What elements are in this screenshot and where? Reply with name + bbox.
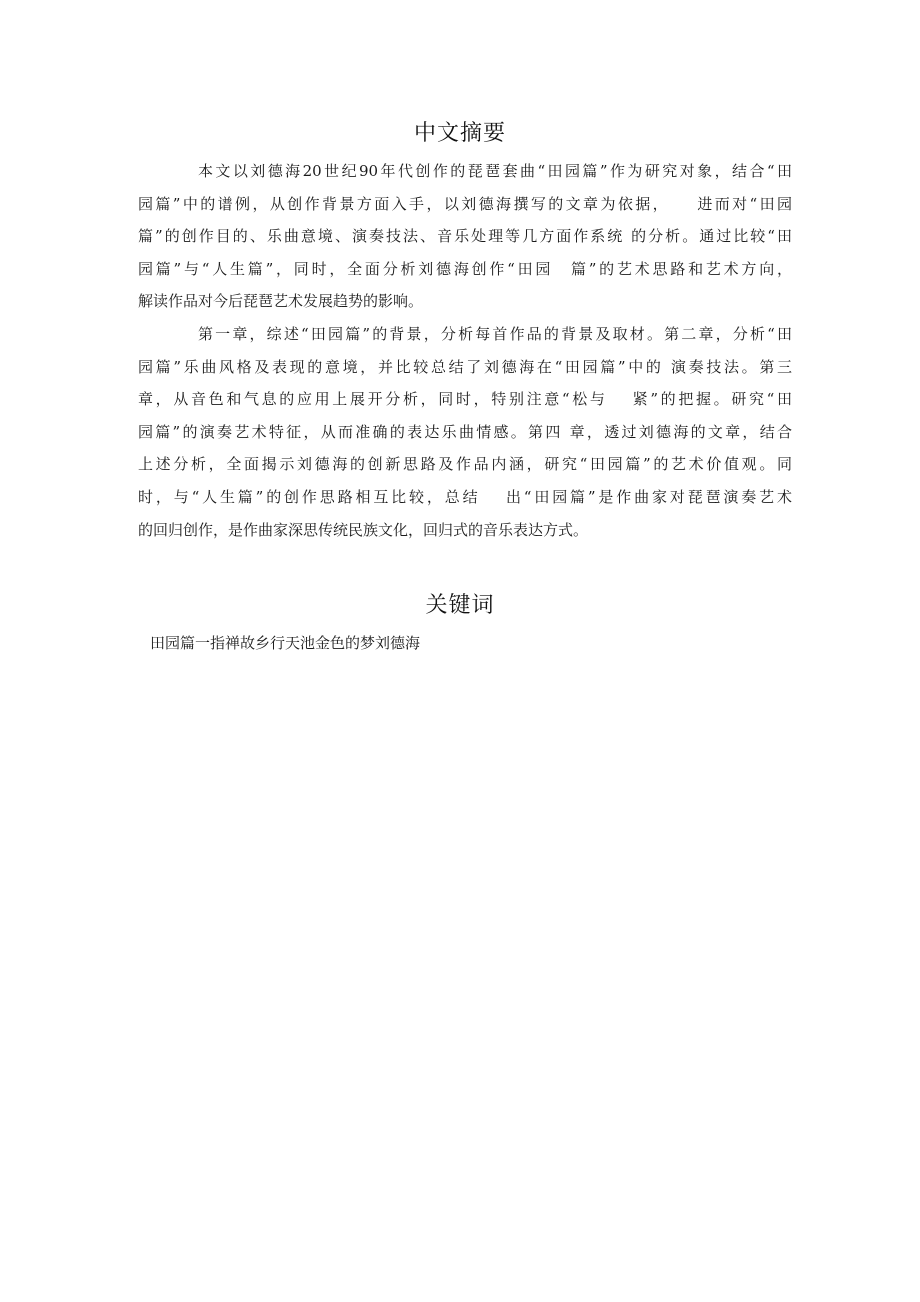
abstract-title: 中文摘要 (413, 121, 506, 146)
abstract-p2-line-1: 第一章，综述“田园篇”的背景，分析每首作品的背景及取材。第二章，分析“田 (198, 325, 792, 343)
abstract-p2-line-3: 章，从音色和气息的应用上展开分析，同时，特别注意“松与 紧”的把握。研究“田 (138, 390, 792, 409)
abstract-p1-line-4: 园篇”与“人生篇”，同时，全面分析刘德海创作“田园 篇”的艺术思路和艺术方向， (138, 259, 792, 278)
abstract-p1-line-3: 篇”的创作目的、乐曲意境、演奏技法、音乐处理等几方面作系统 的分析。通过比较“田 (138, 227, 792, 246)
abstract-p2-line-6: 时，与“人生篇”的创作思路相互比较，总结 出“田园篇”是作曲家对琵琶演奏艺术 (138, 487, 792, 506)
abstract-p1-line-5: 解读作品对今后琵琶艺术发展趋势的影响。 (138, 292, 424, 311)
abstract-paragraph-1 (138, 155, 792, 318)
abstract-paragraph-2 (138, 318, 792, 546)
abstract-p2-line-2: 园篇”乐曲风格及表现的意境，并比较总结了刘德海在“田园篇”中的 演奏技法。第三 (138, 357, 792, 376)
abstract-p2-line-7: 的回归创作，是作曲家深思传统民族文化，回归式的音乐表达方式。 (138, 520, 589, 539)
abstract-p1-line-1: 本文以刘德海20世纪90年代创作的琵琶套曲“田园篇”作为研究对象，结合“田 (198, 162, 792, 180)
abstract-p2-line-4: 园篇”的演奏艺术特征，从而准确的表达乐曲情感。第四 章，透过刘德海的文章，结合 (138, 422, 792, 441)
abstract-p1-line-2: 园篇”中的谱例，从创作背景方面入手，以刘德海撰写的文章为依据， 进而对“田园 (138, 194, 792, 213)
abstract-p2-line-5: 上述分析，全面揭示刘德海的创新思路及作品内涵，研究“田园篇”的艺术价值观。同 (138, 455, 792, 474)
keywords-title: 关键词 (425, 593, 495, 618)
keywords-text: 田园篇一指禅故乡行天池金色的梦刘德海 (150, 634, 421, 652)
